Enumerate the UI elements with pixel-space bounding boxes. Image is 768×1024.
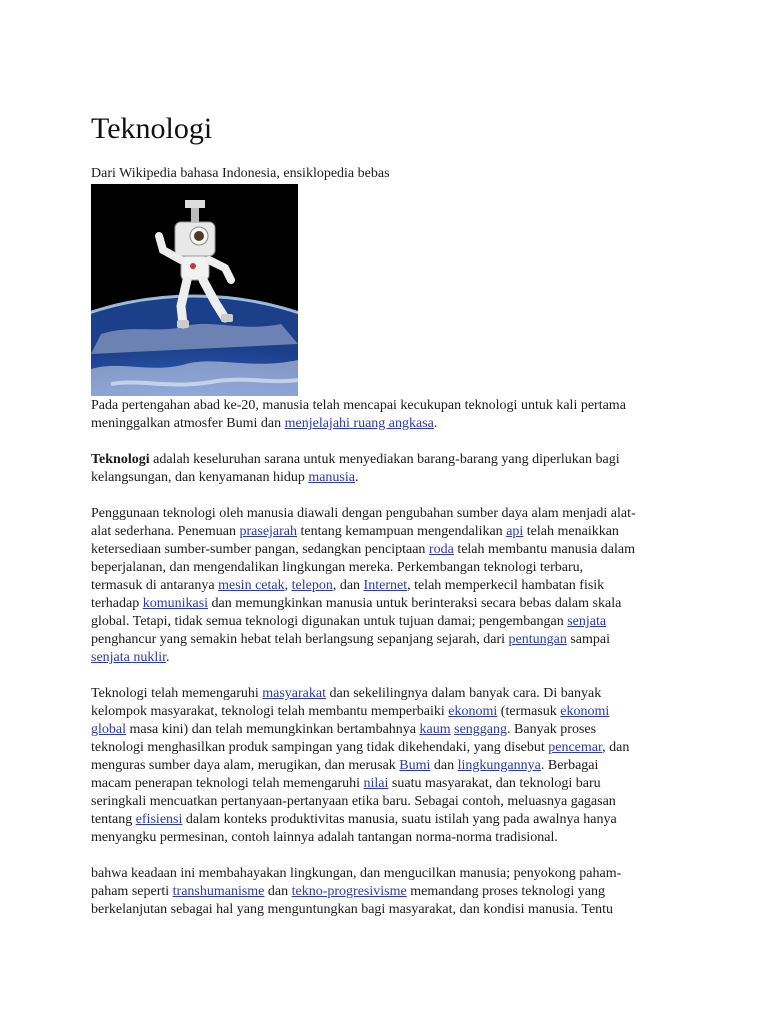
link-roda[interactable]: roda	[428, 542, 454, 557]
astronaut-photo	[91, 184, 298, 396]
link-efisiensi[interactable]: efisiensi	[135, 812, 183, 827]
link-senggang[interactable]: senggang	[454, 722, 508, 737]
link-tekno-progresivisme[interactable]: tekno-progresivisme	[291, 884, 407, 899]
page-title: Teknologi	[91, 112, 213, 145]
link-senjata-nuklir[interactable]: senjata nuklir	[91, 650, 167, 665]
link-api[interactable]: api	[506, 524, 524, 539]
paragraph-society: Teknologi telah memengaruhi masyarakat dan sekelilingnya dalam banyak cara. Di banyak kelompok masyarakat, teknologi telah membantu memperbaiki ekonomi (termasuk ekonomi global masa kini) dan telah memungkinkan bertambahnya kaum senggang. Banyak proses teknologi menghasilkan produk sampingan yang tidak dikehendaki, yang disebut pencemar, dan menguras sumber daya alam, merugikan, dan merusak Bumi dan lingkungannya. Berbagai macam penerapan teknologi telah memengaruhi nilai suatu masyarakat, dan teknologi baru seringkali mencuatkan pertanyaan-pertanyaan etika baru. Sebagai contoh, meluasnya gagasan tentang efisiensi dalam konteks produktivitas manusia, suatu istilah yang pada awalnya hanya menyangku permesinan, contoh lainnya adalah tantangan norma-norma tradisional.	[91, 686, 630, 845]
link-internet[interactable]: Internet	[363, 578, 408, 593]
link-komunikasi[interactable]: komunikasi	[142, 596, 209, 611]
link-telepon[interactable]: telepon	[291, 578, 333, 593]
article-subtitle: Dari Wikipedia bahasa Indonesia, ensiklopedia bebas	[91, 166, 390, 181]
link-ekonomi-global-cont[interactable]: global	[91, 722, 126, 737]
link-masyarakat[interactable]: masyarakat	[262, 686, 326, 701]
article-body	[91, 397, 681, 937]
link-lingkungannya[interactable]: lingkungannya	[457, 758, 541, 773]
link-transhumanisme[interactable]: transhumanisme	[172, 884, 265, 899]
link-manusia[interactable]: manusia	[308, 470, 355, 485]
paragraph-history: Penggunaan teknologi oleh manusia diawali dengan pengubahan sumber daya alam menjadi alat- alat sederhana. Penemuan prasejarah tentang kemampuan mengendalikan api telah menaikkan ketersediaan sumber-sumber pangan, sedangkan penciptaan roda telah membantu manusia dalam beperjalanan, dan mengendalikan lingkungan mereka. Perkembangan teknologi terbaru, termasuk di antaranya mesin cetak, telepon, dan Internet, telah memperkecil hambatan fisik terhadap komunikasi dan memungkinkan manusia untuk berinteraksi secara bebas dalam skala global. Tetapi, tidak semua teknologi digunakan untuk tujuan damai; pengembangan senjata penghancur yang semakin hebat telah berlangsung sepanjang sejarah, dari pentungan sampai senjata nuklir.	[91, 506, 636, 665]
link-menjelajahi-ruang-angkasa[interactable]: menjelajahi ruang angkasa	[284, 416, 434, 431]
link-ekonomi[interactable]: ekonomi	[448, 704, 498, 719]
link-pentungan[interactable]: pentungan	[508, 632, 567, 647]
paragraph-definition: Teknologi adalah keseluruhan sarana untuk menyediakan barang-barang yang diperlukan bagi kelangsungan, dan kenyamanan hidup manusia.	[91, 452, 620, 485]
link-mesin-cetak[interactable]: mesin cetak	[218, 578, 285, 593]
paragraph-debate: bahwa keadaan ini membahayakan lingkungan, dan mengucilkan manusia; penyokong paham- paham seperti transhumanisme dan tekno-progresivisme memandang proses teknologi yang berkelanjutan sebagai hal yang menguntungkan bagi masyarakat, dan kondisi manusia. Tentu	[91, 866, 622, 917]
image-caption: Pada pertengahan abad ke-20, manusia telah mencapai kecukupan teknologi untuk kali pertama meninggalkan atmosfer Bumi dan menjelajahi ruang angkasa.	[91, 398, 626, 431]
link-bumi[interactable]: Bumi	[399, 758, 431, 773]
link-kaum[interactable]: kaum	[419, 722, 451, 737]
link-pencemar[interactable]: pencemar	[548, 740, 603, 755]
link-senjata[interactable]: senjata	[567, 614, 607, 629]
link-ekonomi-global[interactable]: ekonomi	[560, 704, 610, 719]
link-nilai[interactable]: nilai	[363, 776, 389, 791]
link-prasejarah[interactable]: prasejarah	[239, 524, 298, 539]
term-teknologi: Teknologi	[91, 452, 150, 467]
